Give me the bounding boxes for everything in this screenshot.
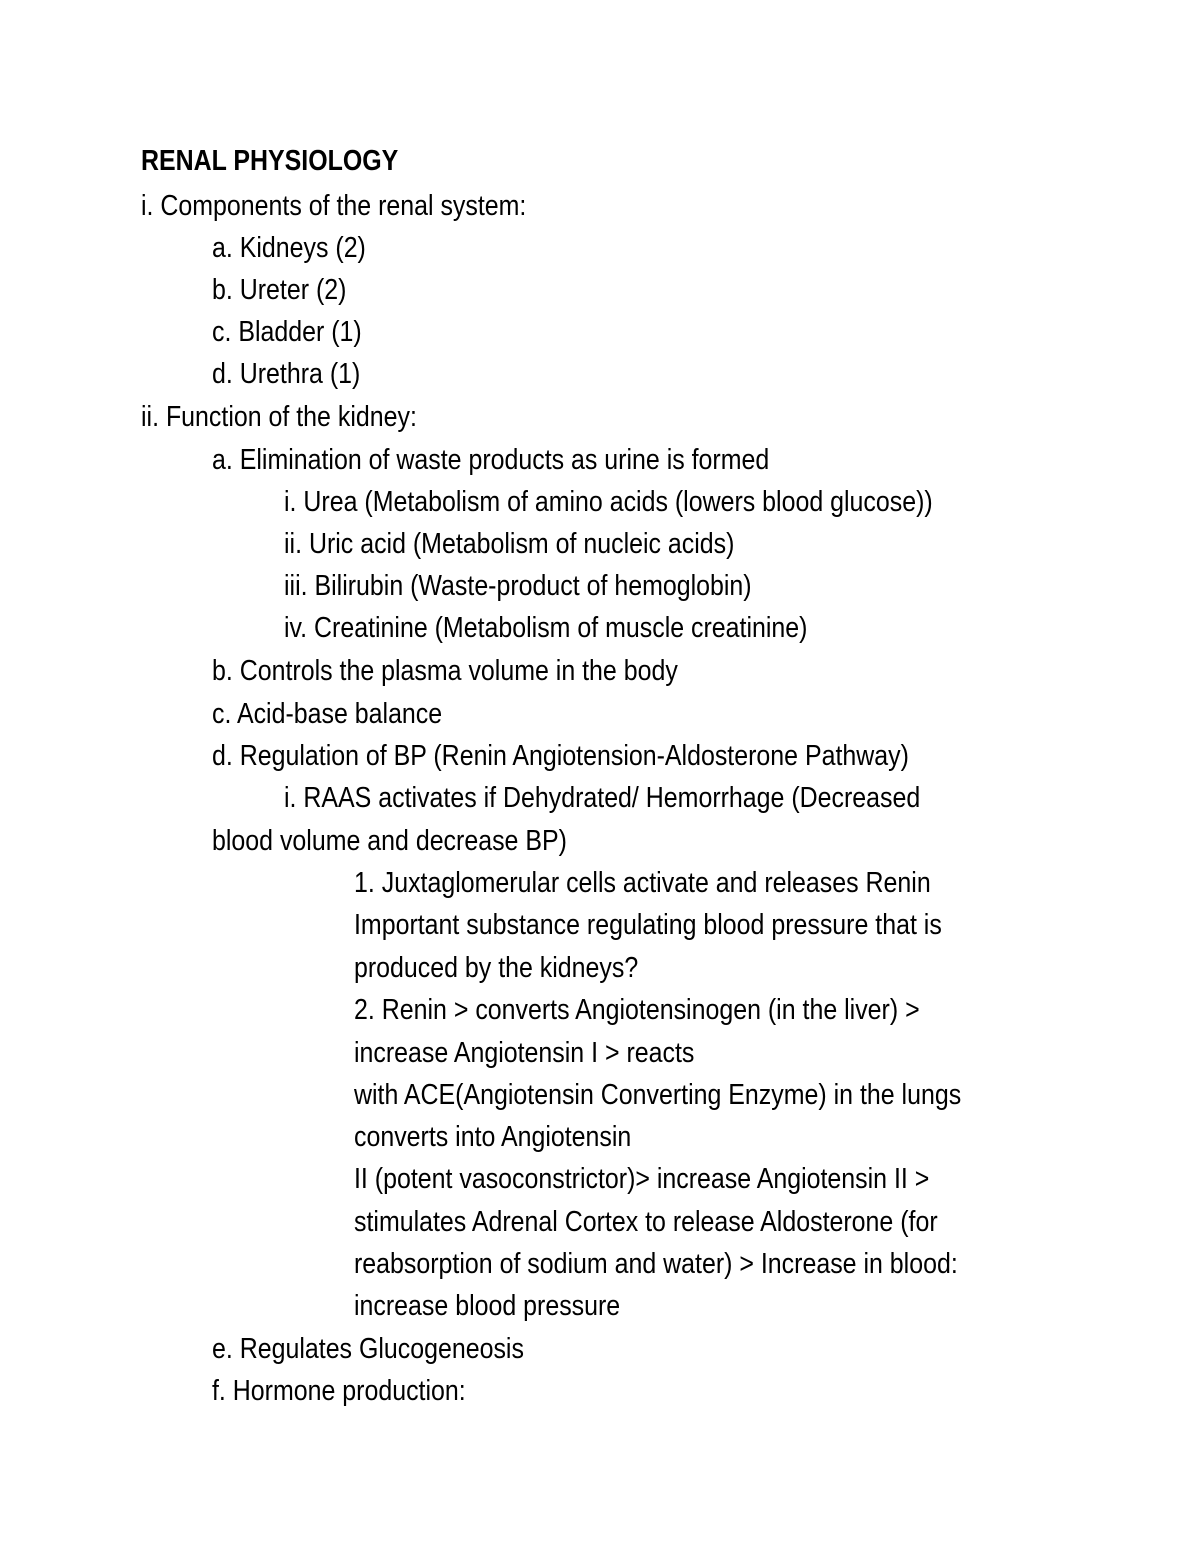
list-item: a. Kidneys (2)	[212, 232, 366, 264]
sub-list-item: ii. Uric acid (Metabolism of nucleic acids)	[284, 528, 735, 560]
list-item: d. Urethra (1)	[212, 358, 361, 390]
list-item: b. Controls the plasma volume in the body	[212, 655, 678, 687]
section-components-heading: i. Components of the renal system:	[141, 190, 527, 222]
sub-list-item: iv. Creatinine (Metabolism of muscle creatinine)	[284, 612, 808, 644]
sub-list-item: i. RAAS activates if Dehydrated/ Hemorrhage (Decreased	[284, 782, 921, 814]
step-line: produced by the kidneys?	[354, 952, 639, 984]
step-line: converts into Angiotensin	[354, 1121, 632, 1153]
list-item: e. Regulates Glucogeneosis	[212, 1333, 524, 1365]
list-item: f. Hormone production:	[212, 1375, 466, 1407]
section-function-heading: ii. Function of the kidney:	[141, 401, 417, 433]
list-item: a. Elimination of waste products as urine is formed	[212, 444, 770, 476]
step-line: increase blood pressure	[354, 1290, 621, 1322]
step-line: 2. Renin > converts Angiotensinogen (in the liver) >	[354, 994, 920, 1026]
list-item: d. Regulation of BP (Renin Angiotension-Aldosterone Pathway)	[212, 740, 909, 772]
document-title: RENAL PHYSIOLOGY	[141, 145, 399, 177]
step-line: II (potent vasoconstrictor)> increase Angiotensin II >	[354, 1163, 930, 1195]
sub-list-item: iii. Bilirubin (Waste-product of hemoglobin)	[284, 570, 752, 602]
list-item: c. Acid-base balance	[212, 698, 443, 730]
step-line: Important substance regulating blood pressure that is	[354, 909, 942, 941]
step-line: 1. Juxtaglomerular cells activate and releases Renin	[354, 867, 931, 899]
step-line: increase Angiotensin I > reacts	[354, 1037, 695, 1069]
list-item: c. Bladder (1)	[212, 316, 362, 348]
step-line: with ACE(Angiotensin Converting Enzyme) in the lungs	[354, 1079, 962, 1111]
list-item: b. Ureter (2)	[212, 274, 347, 306]
sub-list-item: i. Urea (Metabolism of amino acids (lowers blood glucose))	[284, 486, 933, 518]
step-line: stimulates Adrenal Cortex to release Aldosterone (for	[354, 1206, 938, 1238]
step-line: reabsorption of sodium and water) > Increase in blood:	[354, 1248, 958, 1280]
text-line: blood volume and decrease BP)	[212, 825, 567, 857]
